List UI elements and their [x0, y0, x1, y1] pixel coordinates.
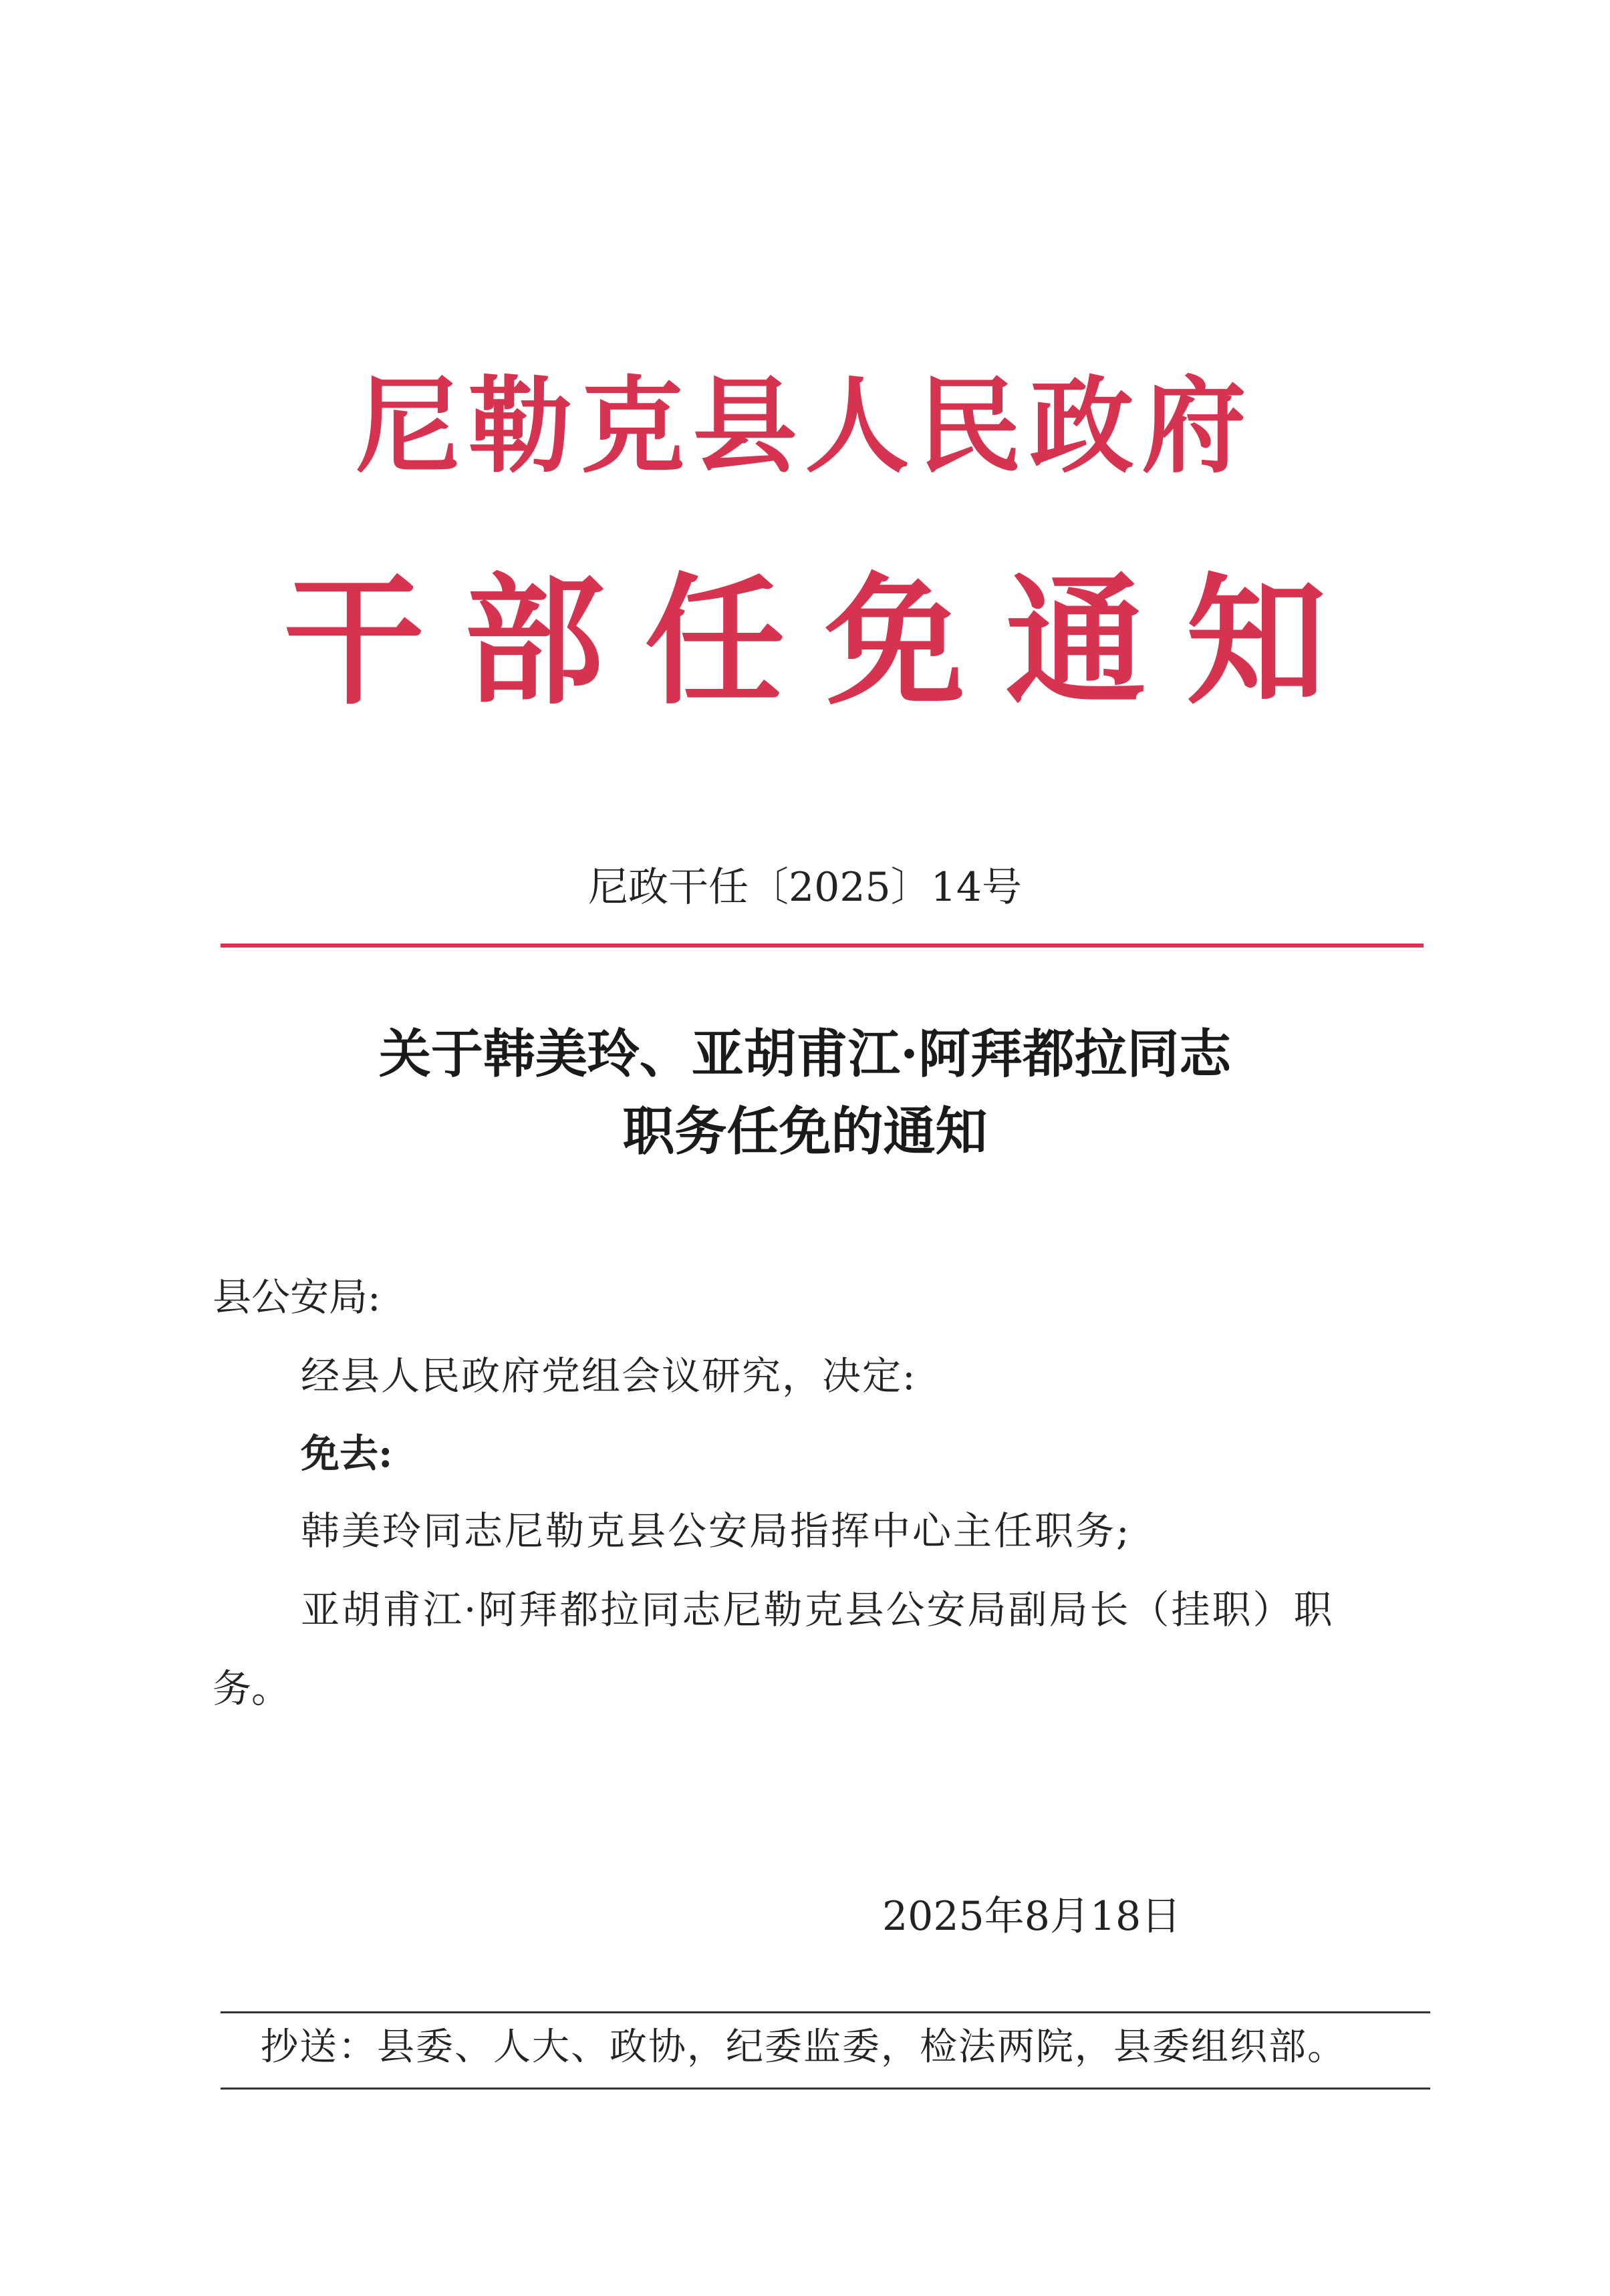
issue-date: 2025年8月18日	[882, 1893, 1182, 1940]
cc-divider-top	[221, 2011, 1430, 2013]
dismissal-item-2-line-1: 亚胡甫江·阿拜都拉同志尼勒克县公安局副局长（挂职）职	[301, 1587, 1335, 1632]
dismiss-label: 免去:	[301, 1431, 393, 1476]
recipient: 县公安局:	[213, 1274, 381, 1320]
dismissal-item-2-line-2: 务。	[213, 1666, 291, 1711]
cc-list: 抄送：县委、人大、政协，纪委监委，检法两院，县委组织部。	[261, 2025, 1346, 2069]
dismissal-item-1: 韩美玲同志尼勒克县公安局指挥中心主任职务;	[301, 1508, 1131, 1554]
intro-paragraph: 经县人民政府党组会议研究，决定:	[301, 1353, 917, 1399]
header-agency-name: 尼勒克县人民政府	[356, 365, 1254, 487]
subject-title	[0, 1016, 1610, 1171]
subject-line-1: 关于韩美玲、亚胡甫江·阿拜都拉同志	[378, 1024, 1232, 1085]
subject-line-2: 职务任免的通知	[622, 1101, 988, 1162]
document-number: 尼政干任〔2025〕14号	[587, 864, 1023, 911]
cc-divider-bottom	[221, 2088, 1430, 2090]
header-document-type: 干部任免通知	[283, 559, 1367, 724]
red-divider	[221, 944, 1424, 948]
